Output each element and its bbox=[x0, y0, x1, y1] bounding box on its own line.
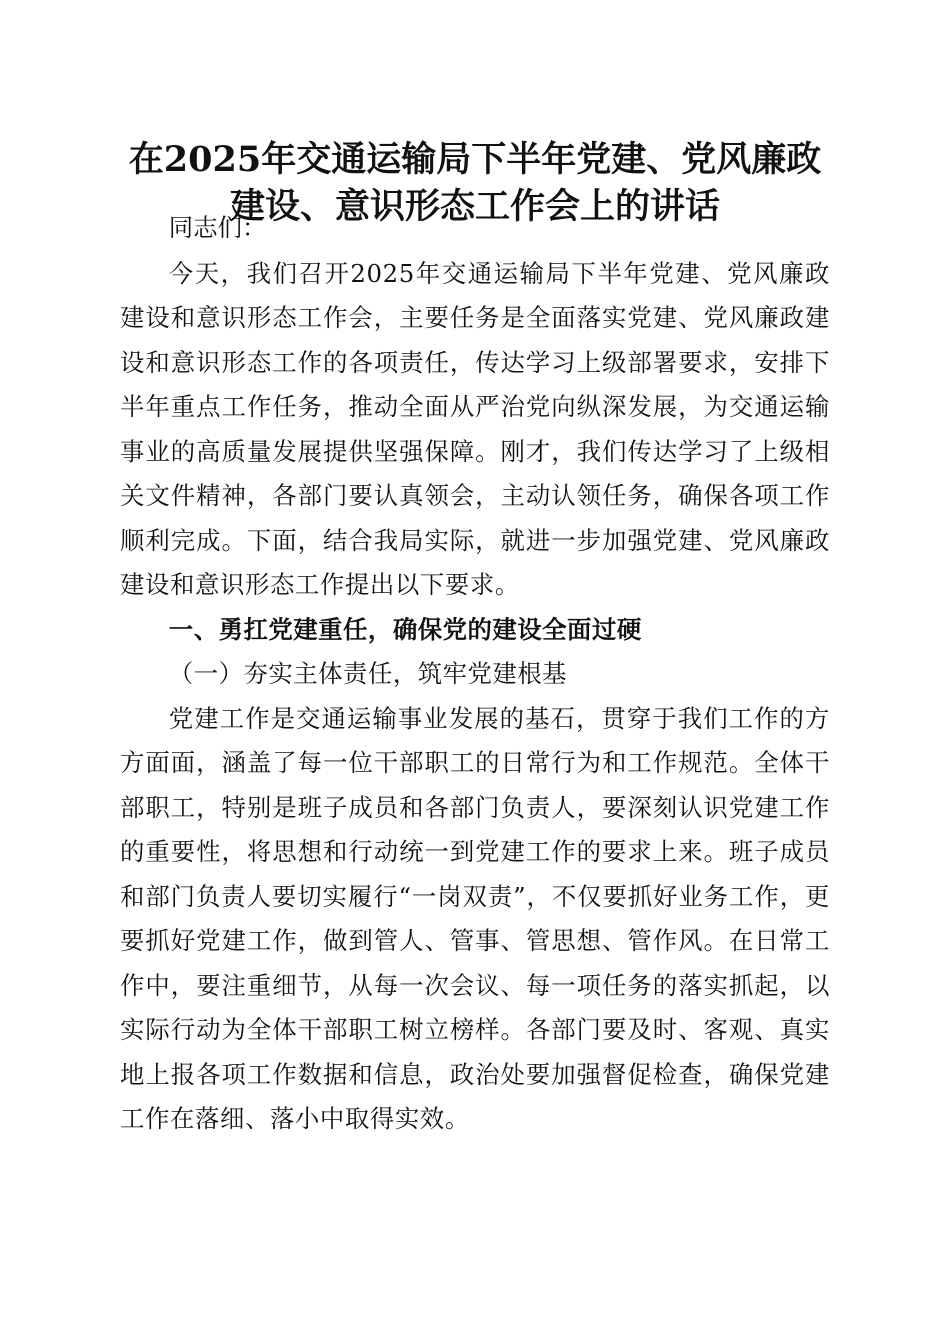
section-heading-1: 一、勇扛党建重任，确保党的建设全面过硬 bbox=[168, 614, 642, 644]
document-body bbox=[120, 206, 830, 1142]
paragraph-opening: 今天，我们召开2025年交通运输局下半年党建、党风廉政建设和意识形态工作会，主要任务是全面落实党建、党风廉政建设和意识形态工作的各项责任，传达学习上级部署要求，安排下半年重点工作任务，推动全面从严治党向纵深发展，为交通运输事业的高质量发展提供坚强保障。刚才，我们传达学习了上级相关文件精神，各部门要认真领会，主动认领任务，确保各项工作顺利完成。下面，结合我局实际，就进一步加强党建、党风廉政建设和意识形态工作提出以下要求。 bbox=[120, 258, 830, 599]
title-line-2: 建设、意识形态工作会上的讲话 bbox=[229, 186, 720, 227]
paragraph-party-building: 党建工作是交通运输事业发展的基石，贯穿于我们工作的方方面面，涵盖了每一位干部职工的日常行为和工作规范。全体干部职工，特别是班子成员和各部门负责人，要深刻认识党建工作的重要性，将思想和行动统一到党建工作的要求上来。班子成员和部门负责人要切实履行“一岗双责”，不仅要抓好业务工作，更要抓好党建工作，做到管人、管事、管思想、管作风。在日常工作中，要注重细节，从每一次会议、每一项任务的落实抓起，以实际行动为全体干部职工树立榜样。各部门要及时、客观、真实地上报各项工作数据和信息，政治处要加强督促检查，确保党建工作在落细、落小中取得实效。 bbox=[120, 703, 830, 1133]
title-line-1: 在2025年交通运输局下半年党建、党风廉政 bbox=[128, 139, 822, 180]
subsection-heading-1: （一）夯实主体责任，筑牢党建根基 bbox=[168, 659, 568, 688]
greeting: 同志们： bbox=[168, 213, 267, 242]
